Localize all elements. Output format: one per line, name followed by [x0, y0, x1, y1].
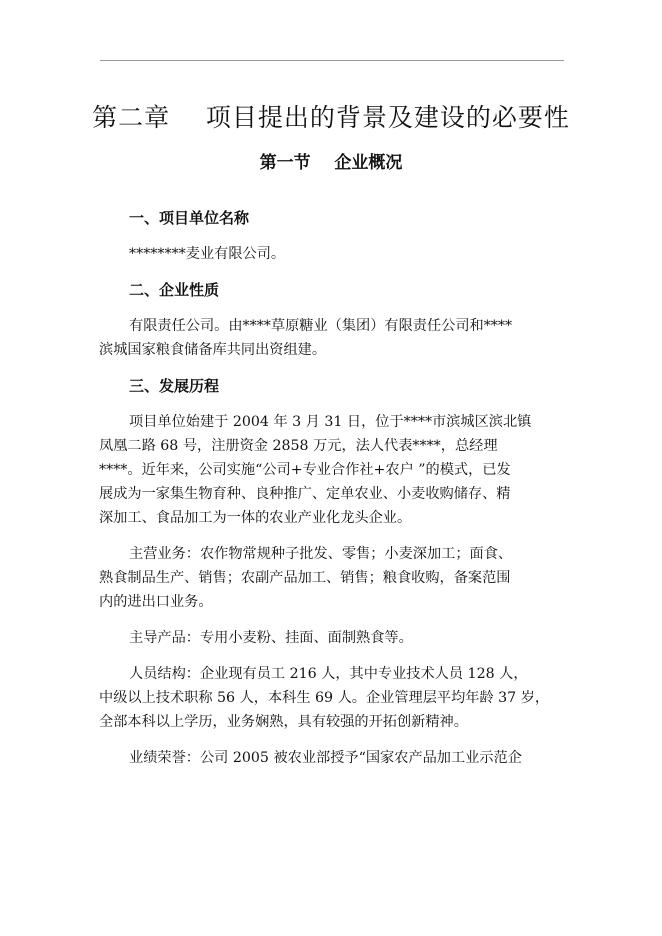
text-line: 滨城国家粮食储备库共同出资组建。	[99, 342, 327, 358]
chapter-title: 第二章 项目提出的背景及建设的必要性	[92, 103, 570, 132]
text-line: 人员结构：企业现有员工 216 人，其中专业技术人员 128 人，	[129, 666, 528, 682]
text-line: ********麦业有限公司。	[129, 246, 286, 262]
text-line: 内的进出口业务。	[99, 594, 213, 610]
paragraph-main-business	[99, 542, 557, 614]
paragraph-main-products	[99, 626, 557, 650]
text-line: 全部本科以上学历，业务娴熟，具有较强的开拓创新精神。	[99, 714, 468, 730]
header-rule	[100, 60, 564, 61]
text-line: ****。近年来，公司实施“公司+专业合作社+农户 ”的模式，已发	[99, 462, 511, 478]
text-line: 中级以上技术职称 56 人，本科生 69 人。企业管理层平均年龄 37 岁，	[99, 690, 550, 706]
paragraph-unit-name	[99, 242, 557, 266]
paragraph-staff-structure	[99, 662, 557, 734]
text-line: 主导产品：专用小麦粉、挂面、面制熟食等。	[129, 630, 413, 646]
text-line: 项目单位始建于 2004 年 3 月 31 日，位于****市滨城区滨北镇	[129, 414, 532, 430]
text-line: 有限责任公司。由****草原糖业（集团）有限责任公司和****	[129, 318, 513, 334]
heading-development-history: 三、发展历程	[129, 377, 220, 395]
paragraph-honors	[99, 746, 557, 770]
document-body	[99, 206, 557, 782]
heading-enterprise-nature: 二、企业性质	[129, 281, 220, 299]
text-line: 展成为一家集生物育种、良种推广、定单农业、小麦收购储存、精	[99, 486, 511, 502]
text-line: 业绩荣誉：公司 2005 被农业部授予“国家农产品加工业示范企	[129, 750, 522, 766]
paragraph-history	[99, 410, 557, 530]
text-line: 深加工、食品加工为一体的农业产业化龙头企业。	[99, 510, 412, 526]
paragraph-enterprise-nature	[99, 314, 557, 362]
section-title: 第一节 企业概况	[259, 153, 403, 173]
heading-project-unit-name: 一、项目单位名称	[129, 209, 250, 227]
text-line: 凤凰二路 68 号，注册资金 2858 万元，法人代表****，总经理	[99, 438, 498, 454]
text-line: 熟食制品生产、销售；农副产品加工、销售；粮食收购，备案范围	[99, 570, 511, 586]
text-line: 主营业务：农作物常规种子批发、零售；小麦深加工；面食、	[129, 546, 513, 562]
